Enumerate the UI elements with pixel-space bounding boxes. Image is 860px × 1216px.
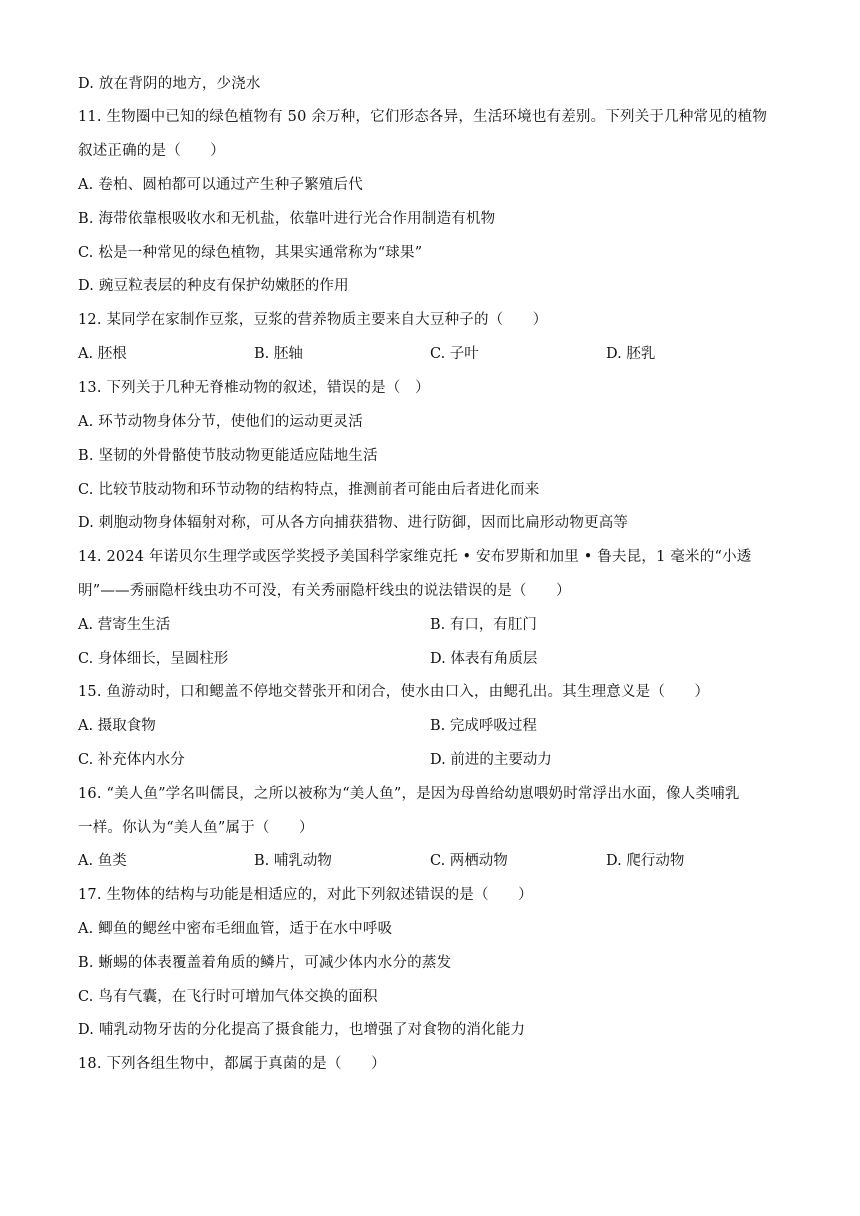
q14-option-b: B. 有口，有肛门: [430, 617, 537, 633]
q16-option-b: B. 哺乳动物: [254, 853, 332, 869]
q14-option-c: C. 身体细长，呈圆柱形: [78, 651, 229, 667]
q11-option-a: A. 卷柏、圆柏都可以通过产生种子繁殖后代: [78, 177, 363, 193]
q16-stem-line-1: 16. “美人鱼”学名叫儒艮，之所以被称为“美人鱼”，是因为母兽给幼崽喂奶时常浮出水面，像人类哺乳: [78, 786, 740, 802]
q11-option-d: D. 豌豆粒表层的种皮有保护幼嫩胚的作用: [78, 278, 349, 294]
q12-option-b: B. 胚轴: [254, 346, 303, 362]
q17-stem: 17. 生物体的结构与功能是相适应的，对此下列叙述错误的是（ ）: [78, 887, 533, 903]
q17-option-c: C. 鸟有气囊，在飞行时可增加气体交换的面积: [78, 989, 378, 1005]
q11-option-b: B. 海带依靠根吸收水和无机盐，依靠叶进行光合作用制造有机物: [78, 211, 496, 227]
q14-stem-line-1: 14. 2024 年诺贝尔生理学或医学奖授予美国科学家维克托 • 安布罗斯和加里 • 鲁夫昆，1 毫米的“小透: [78, 549, 752, 565]
q12-option-c: C. 子叶: [430, 346, 479, 362]
q13-option-a: A. 环节动物身体分节，使他们的运动更灵活: [78, 414, 363, 430]
q12-option-a: A. 胚根: [78, 346, 127, 362]
q15-option-c: C. 补充体内水分: [78, 752, 185, 768]
q16-stem-line-2: 一样。你认为“美人鱼”属于（ ）: [78, 820, 314, 836]
q14-option-a: A. 营寄生生活: [78, 617, 171, 633]
q15-option-d: D. 前进的主要动力: [430, 752, 552, 768]
q14-option-d: D. 体表有角质层: [430, 651, 538, 667]
q15-stem: 15. 鱼游动时，口和鳃盖不停地交替张开和闭合，使水由口入，由鳃孔出。其生理意义是（ ）: [78, 684, 710, 700]
q11-stem-line-2: 叙述正确的是（ ）: [78, 143, 225, 159]
q12-option-d: D. 胚乳: [606, 346, 656, 362]
q13-option-d: D. 刺胞动物身体辐射对称，可从各方向捕获猎物、进行防御，因而比扁形动物更高等: [78, 515, 629, 531]
q13-option-c: C. 比较节肢动物和环节动物的结构特点，推测前者可能由后者进化而来: [78, 482, 540, 498]
q13-stem: 13. 下列关于几种无脊椎动物的叙述，错误的是（ ）: [78, 380, 430, 396]
q17-option-d: D. 哺乳动物牙齿的分化提高了摄食能力，也增强了对食物的消化能力: [78, 1022, 526, 1038]
q14-stem-line-2: 明”——秀丽隐杆线虫功不可没，有关秀丽隐杆线虫的说法错误的是（ ）: [78, 583, 571, 599]
q11-option-c: C. 松是一种常见的绿色植物，其果实通常称为“球果”: [78, 245, 423, 261]
q18-stem: 18. 下列各组生物中，都属于真菌的是（ ）: [78, 1056, 386, 1072]
q15-option-a: A. 摄取食物: [78, 718, 156, 734]
q10-option-d: D. 放在背阴的地方，少浇水: [78, 76, 261, 92]
q15-option-b: B. 完成呼吸过程: [430, 718, 537, 734]
q12-stem: 12. 某同学在家制作豆浆，豆浆的营养物质主要来自大豆种子的（ ）: [78, 312, 548, 328]
q17-option-a: A. 鲫鱼的鳃丝中密布毛细血管，适于在水中呼吸: [78, 921, 393, 937]
q16-option-a: A. 鱼类: [78, 853, 127, 869]
q17-option-b: B. 蜥蜴的体表覆盖着角质的鳞片，可减少体内水分的蒸发: [78, 955, 452, 971]
q16-option-d: D. 爬行动物: [606, 853, 685, 869]
q16-option-c: C. 两栖动物: [430, 853, 508, 869]
q13-option-b: B. 坚韧的外骨骼使节肢动物更能适应陆地生活: [78, 448, 378, 464]
q11-stem-line-1: 11. 生物圈中已知的绿色植物有 50 余万种，它们形态各异，生活环境也有差别。下列关于几种常见的植物: [78, 109, 768, 125]
